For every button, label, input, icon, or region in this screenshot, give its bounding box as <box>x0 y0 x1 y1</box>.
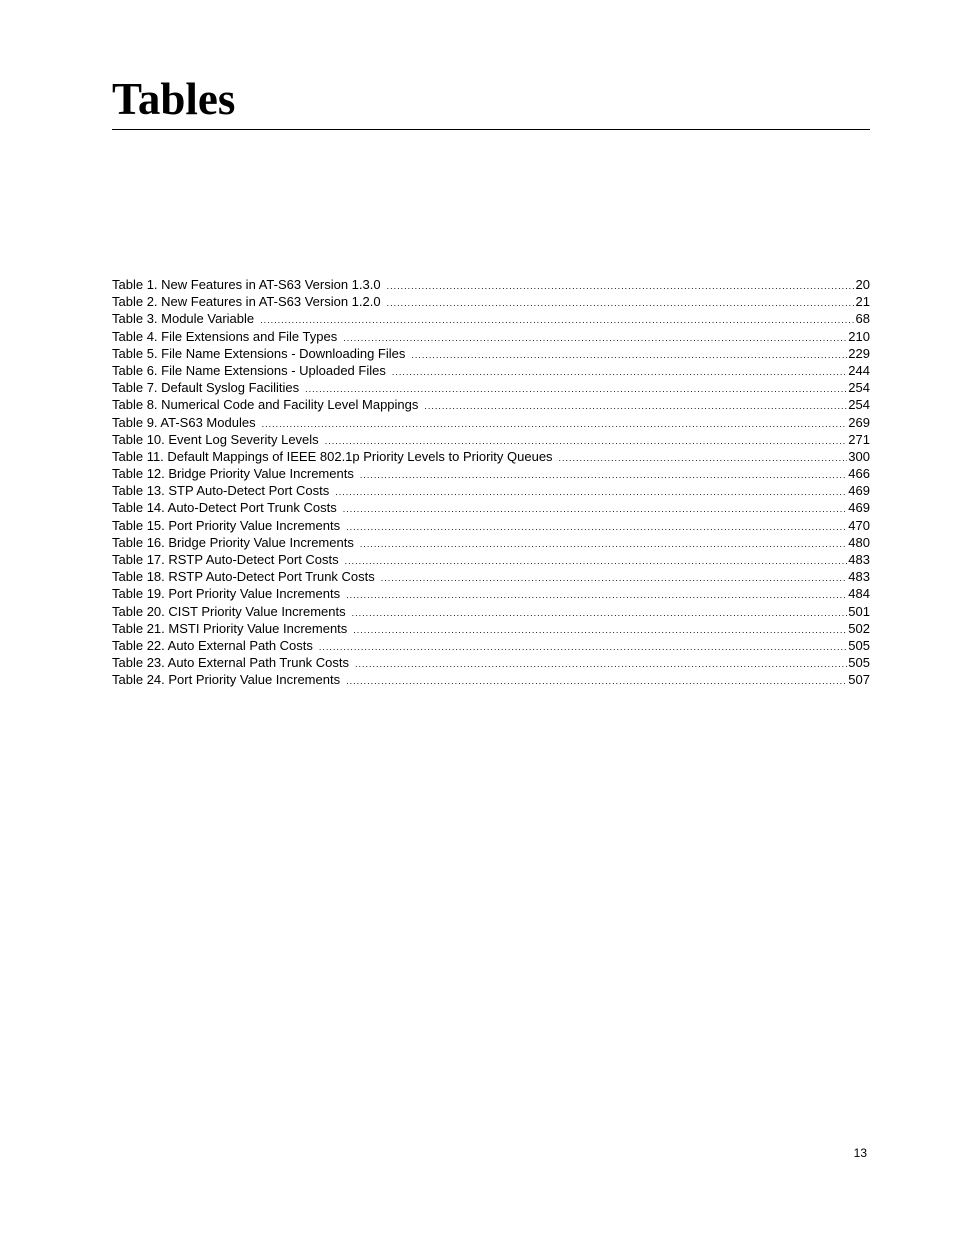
dot-leader <box>353 622 847 639</box>
toc-entry-label: Table 11. Default Mappings of IEEE 802.1p Priority Levels to Priority Queues <box>112 448 553 464</box>
toc-entry-page: 254 <box>848 380 870 396</box>
toc-entry-label: Table 13. STP Auto-Detect Port Costs <box>112 483 330 499</box>
toc-entry-label: Table 8. Numerical Code and Facility Level Mappings <box>112 397 419 413</box>
toc-entry[interactable] <box>112 482 870 499</box>
table-of-tables <box>112 276 870 689</box>
toc-entry-page: 483 <box>848 569 870 585</box>
dot-leader <box>387 278 855 295</box>
dot-leader <box>260 312 854 329</box>
toc-entry-label: Table 2. New Features in AT-S63 Version 1.2.0 <box>112 294 381 310</box>
dot-leader <box>360 467 847 484</box>
toc-entry-page: 502 <box>848 620 870 636</box>
toc-entry[interactable] <box>112 620 870 637</box>
toc-entry-label: Table 21. MSTI Priority Value Increments <box>112 620 348 636</box>
toc-entry-page: 254 <box>848 397 870 413</box>
dot-leader <box>360 536 847 553</box>
toc-entry[interactable] <box>112 362 870 379</box>
toc-entry-page: 466 <box>848 466 870 482</box>
dot-leader <box>346 587 847 604</box>
toc-entry-page: 470 <box>848 517 870 533</box>
toc-entry-label: Table 4. File Extensions and File Types <box>112 328 338 344</box>
toc-entry[interactable] <box>112 414 870 431</box>
toc-entry-page: 507 <box>848 672 870 688</box>
toc-entry[interactable] <box>112 637 870 654</box>
dot-leader <box>352 605 848 622</box>
toc-entry-page: 271 <box>848 431 870 447</box>
toc-entry[interactable] <box>112 431 870 448</box>
toc-entry-label: Table 24. Port Priority Value Increments <box>112 672 341 688</box>
toc-entry-page: 68 <box>855 311 870 327</box>
title-rule <box>112 129 870 130</box>
toc-entry-label: Table 16. Bridge Priority Value Increments <box>112 534 354 550</box>
dot-leader <box>411 347 847 364</box>
toc-entry[interactable] <box>112 396 870 413</box>
page-title: Tables <box>112 74 236 124</box>
toc-entry-page: 269 <box>848 414 870 430</box>
toc-entry[interactable] <box>112 345 870 362</box>
toc-entry-label: Table 5. File Name Extensions - Downloading Files <box>112 345 406 361</box>
toc-entry-label: Table 14. Auto-Detect Port Trunk Costs <box>112 500 337 516</box>
toc-entry-label: Table 22. Auto External Path Costs <box>112 637 313 653</box>
toc-entry-label: Table 15. Port Priority Value Increments <box>112 517 341 533</box>
toc-entry[interactable] <box>112 293 870 310</box>
dot-leader <box>424 398 847 415</box>
toc-entry-label: Table 17. RSTP Auto-Detect Port Costs <box>112 552 339 567</box>
toc-entry[interactable] <box>112 465 870 482</box>
toc-entry-label: Table 20. CIST Priority Value Increments <box>112 603 346 619</box>
toc-entry[interactable] <box>112 448 870 465</box>
dot-leader <box>392 364 847 381</box>
toc-entry[interactable] <box>112 568 870 585</box>
toc-entry[interactable] <box>112 654 870 671</box>
toc-entry-page: 484 <box>848 586 870 602</box>
dot-leader <box>262 416 848 433</box>
toc-entry-label: Table 9. AT-S63 Modules <box>112 414 256 430</box>
dot-leader <box>335 484 847 501</box>
toc-entry[interactable] <box>112 379 870 396</box>
toc-entry-page: 229 <box>848 345 870 361</box>
toc-entry-page: 244 <box>848 362 870 378</box>
dot-leader <box>559 450 848 467</box>
dot-leader <box>355 656 847 673</box>
dot-leader <box>343 330 847 347</box>
dot-leader <box>319 639 847 656</box>
dot-leader <box>346 519 847 536</box>
toc-entry[interactable] <box>112 534 870 551</box>
dot-leader <box>387 295 855 312</box>
toc-entry-page: 20 <box>855 277 870 292</box>
toc-entry-label: Table 1. New Features in AT-S63 Version 1.3.0 <box>112 277 381 292</box>
toc-entry-page: 210 <box>848 328 870 344</box>
toc-entry-page: 505 <box>848 637 870 653</box>
toc-entry-page: 505 <box>848 655 870 671</box>
dot-leader <box>381 570 848 587</box>
toc-entry[interactable] <box>112 328 870 345</box>
toc-entry[interactable] <box>112 276 870 293</box>
toc-entry-label: Table 19. Port Priority Value Increments <box>112 586 341 602</box>
toc-entry-page: 480 <box>848 534 870 550</box>
toc-entry[interactable] <box>112 551 870 568</box>
page-number: 13 <box>853 1146 867 1160</box>
toc-entry-label: Table 10. Event Log Severity Levels <box>112 431 319 447</box>
toc-entry-label: Table 18. RSTP Auto-Detect Port Trunk Costs <box>112 569 375 585</box>
toc-entry-label: Table 6. File Name Extensions - Uploaded Files <box>112 362 386 378</box>
dot-leader <box>346 673 847 690</box>
toc-entry-label: Table 12. Bridge Priority Value Increments <box>112 466 354 482</box>
dot-leader <box>345 553 848 570</box>
toc-entry-label: Table 7. Default Syslog Facilities <box>112 380 300 396</box>
toc-entry-page: 469 <box>848 500 870 516</box>
toc-entry-label: Table 3. Module Variable <box>112 311 255 327</box>
toc-entry-page: 21 <box>855 294 870 310</box>
toc-entry[interactable] <box>112 671 870 688</box>
toc-entry-page: 300 <box>848 448 870 464</box>
toc-entry-label: Table 23. Auto External Path Trunk Costs <box>112 655 350 671</box>
toc-entry[interactable] <box>112 517 870 534</box>
toc-entry[interactable] <box>112 310 870 327</box>
dot-leader <box>343 501 848 518</box>
toc-entry[interactable] <box>112 585 870 602</box>
toc-entry-page: 469 <box>848 483 870 499</box>
toc-entry-page: 501 <box>848 603 870 619</box>
toc-entry[interactable] <box>112 603 870 620</box>
toc-entry-page: 483 <box>848 552 870 567</box>
toc-entry[interactable] <box>112 499 870 516</box>
